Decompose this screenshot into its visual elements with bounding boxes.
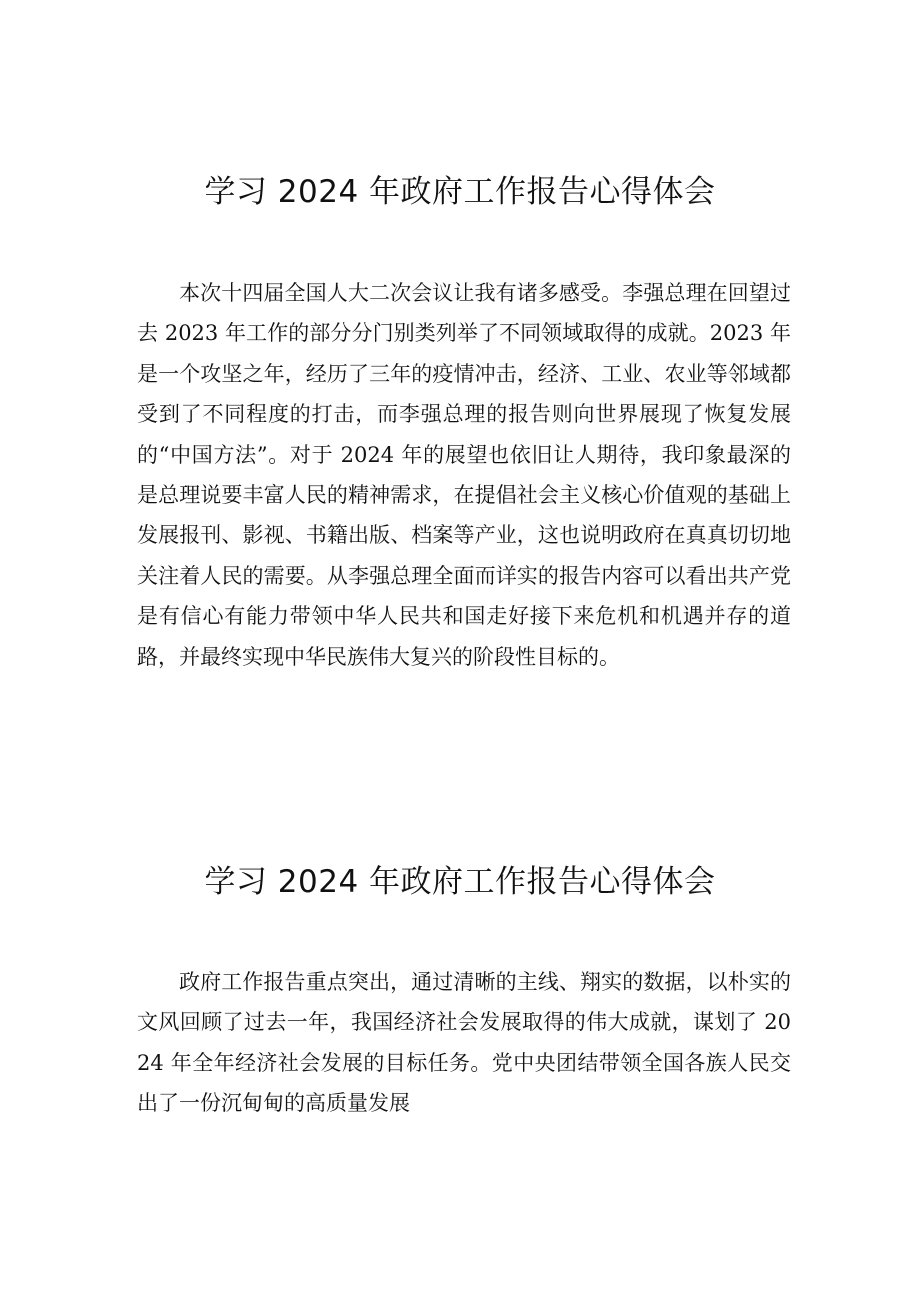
section-paragraph: 政府工作报告重点突出，通过清晰的主线、翔实的数据，以朴实的文风回顾了过去一年，我国经济社会发展取得的伟大成就，谋划了 2024 年全年经济社会发展的目标任务。党中央团结带领全国各族人民交出了一份沉甸甸的高质量发展 — [137, 970, 791, 1116]
section-title: 学习 2024 年政府工作报告心得体会 — [204, 174, 716, 210]
section-paragraph: 本次十四届全国人大二次会议让我有诸多感受。李强总理在回望过去 2023 年工作的部分分门别类列举了不同领域取得的成就。2023 年是一个攻坚之年，经历了三年的疫情冲击，经济、工业、农业等邻域都受到了不同程度的打击，而李强总理的报告则向世界展现了恢复发展的“中国方法”。对于 2024 年的展望也依旧让人期待，我印象最深的是总理说要丰富人民的精神需求，在提倡社会主义核心价值观的基础上发展报刊、影视、书籍出版、档案等产业，这也说明政府在真真切切地关注着人民的需要。从李强总理全面而详实的报告内容可以看出共产党是有信心有能力带领中华人民共和国走好接下来危机和机遇并存的道路，并最终实现中华民族伟大复兴的阶段性目标的。 — [137, 281, 791, 669]
section-title: 学习 2024 年政府工作报告心得体会 — [204, 864, 716, 900]
